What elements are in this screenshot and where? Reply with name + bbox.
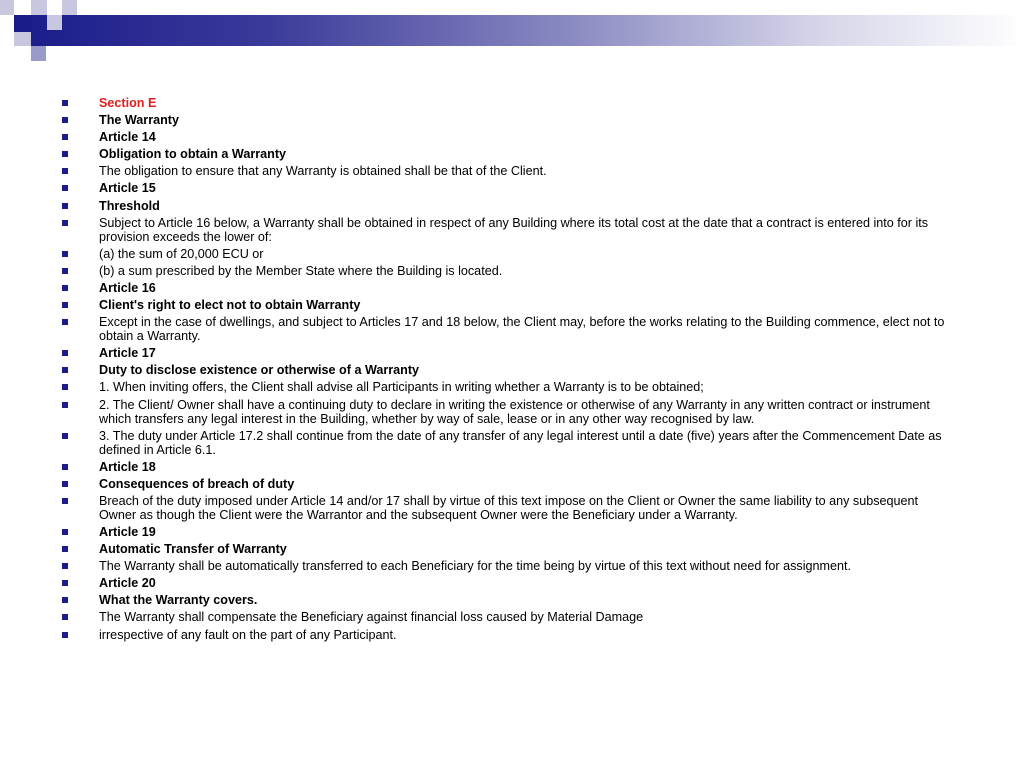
list-item-text: What the Warranty covers.: [99, 593, 258, 608]
list-item: [62, 477, 952, 491]
list-item: [62, 363, 952, 377]
square-bullet-icon: [62, 597, 68, 603]
square-bullet-icon: [62, 168, 68, 174]
square-bullet-icon: [62, 367, 68, 373]
list-item-text: Article 15: [99, 181, 156, 196]
square-bullet-icon: [62, 268, 68, 274]
list-item-text: Article 19: [99, 524, 156, 539]
list-item-text: Duty to disclose existence or otherwise of a Warranty: [99, 363, 420, 378]
list-item-text: Article 17: [99, 346, 156, 361]
list-item-text: Article 18: [99, 459, 156, 474]
square-bullet-icon: [62, 100, 68, 106]
list-item: [62, 525, 952, 539]
square-bullet-icon: [62, 433, 68, 439]
banner-square-light: [47, 15, 62, 30]
list-item: [62, 494, 952, 522]
square-bullet-icon: [62, 384, 68, 390]
list-item-text: Article 20: [99, 576, 156, 591]
bullet-list: [62, 96, 952, 642]
square-bullet-icon: [62, 464, 68, 470]
list-item-text: Article 16: [99, 280, 156, 295]
list-item: [62, 247, 952, 261]
list-item-text: Section E: [99, 96, 157, 110]
list-item: [62, 199, 952, 213]
list-item: [62, 264, 952, 278]
list-item-text: 2. The Client/ Owner shall have a continuing duty to declare in writing the existence or otherwise of any Warranty in any written contract or instrument which transfers any legal interest in the Building, whether by way of sale, lease or in any other way recognised by law.: [99, 397, 930, 426]
list-item: [62, 181, 952, 195]
square-bullet-icon: [62, 220, 68, 226]
banner-square-light: [14, 32, 31, 46]
list-item: [62, 429, 952, 457]
banner-square-light: [31, 0, 47, 15]
banner-gradient-bar: [15, 15, 1024, 46]
list-item-text: 3. The duty under Article 17.2 shall continue from the date of any transfer of any legal interest until a date (five) years after the Commencement Date as defined in Article 6.1.: [99, 428, 942, 457]
square-bullet-icon: [62, 563, 68, 569]
list-item: [62, 610, 952, 624]
square-bullet-icon: [62, 251, 68, 257]
list-item-text: Automatic Transfer of Warranty: [99, 542, 287, 557]
square-bullet-icon: [62, 498, 68, 504]
list-item: [62, 130, 952, 144]
list-item-text: Client's right to elect not to obtain Warranty: [99, 298, 361, 313]
square-bullet-icon: [62, 632, 68, 638]
list-item-text: Except in the case of dwellings, and subject to Articles 17 and 18 below, the Client may, before the works relating to the Building commence, elect not to obtain a Warranty.: [99, 315, 945, 344]
list-item-text: Subject to Article 16 below, a Warranty shall be obtained in respect of any Building where its total cost at the date that a contract is entered into for its provision exceeds the lower of:: [99, 215, 929, 244]
list-item-text: 1. When inviting offers, the Client shall advise all Participants in writing whether a Warranty is to be obtained;: [99, 380, 704, 395]
banner-square-dark: [14, 15, 31, 32]
list-item: [62, 593, 952, 607]
square-bullet-icon: [62, 203, 68, 209]
list-item: [62, 542, 952, 556]
square-bullet-icon: [62, 319, 68, 325]
banner-square-mid: [31, 46, 46, 61]
list-item-text: The Warranty shall compensate the Beneficiary against financial loss caused by Material Damage: [99, 610, 644, 625]
list-item: [62, 628, 952, 642]
square-bullet-icon: [62, 151, 68, 157]
square-bullet-icon: [62, 350, 68, 356]
list-item-text: (a) the sum of 20,000 ECU or: [99, 246, 264, 261]
list-item: [62, 559, 952, 573]
list-item: [62, 96, 952, 110]
list-item: [62, 147, 952, 161]
list-item: [62, 460, 952, 474]
list-item: [62, 298, 952, 312]
bullet-content: [62, 96, 952, 645]
list-item: [62, 216, 952, 244]
banner-square-light: [62, 0, 77, 15]
square-bullet-icon: [62, 546, 68, 552]
square-bullet-icon: [62, 302, 68, 308]
square-bullet-icon: [62, 285, 68, 291]
list-item: [62, 380, 952, 394]
list-item: [62, 281, 952, 295]
list-item: [62, 113, 952, 127]
list-item: [62, 315, 952, 343]
square-bullet-icon: [62, 614, 68, 620]
list-item-text: Obligation to obtain a Warranty: [99, 147, 287, 162]
list-item: [62, 164, 952, 178]
banner-square-light: [0, 0, 14, 15]
list-item-text: The Warranty: [99, 113, 180, 128]
square-bullet-icon: [62, 134, 68, 140]
square-bullet-icon: [62, 185, 68, 191]
list-item-text: Article 14: [99, 130, 156, 145]
square-bullet-icon: [62, 402, 68, 408]
list-item-text: The obligation to ensure that any Warranty is obtained shall be that of the Client.: [99, 164, 547, 179]
list-item: [62, 346, 952, 360]
list-item: [62, 398, 952, 426]
list-item-text: (b) a sum prescribed by the Member State where the Building is located.: [99, 263, 503, 278]
square-bullet-icon: [62, 481, 68, 487]
square-bullet-icon: [62, 580, 68, 586]
list-item-text: Breach of the duty imposed under Article 14 and/or 17 shall by virtue of this text impose on the Client or Owner the same liability to any subsequent Owner as though the Client were the Warrantor and the subsequent Owner were the Beneficiary under a Warranty.: [99, 493, 919, 522]
list-item-text: Consequences of breach of duty: [99, 476, 295, 491]
list-item-text: Threshold: [99, 198, 160, 213]
square-bullet-icon: [62, 117, 68, 123]
square-bullet-icon: [62, 529, 68, 535]
list-item-text: irrespective of any fault on the part of any Participant.: [99, 627, 397, 642]
list-item-text: The Warranty shall be automatically transferred to each Beneficiary for the time being by virtue of this text without need for assignment.: [99, 559, 852, 574]
title-banner: [0, 0, 1024, 62]
list-item: [62, 576, 952, 590]
